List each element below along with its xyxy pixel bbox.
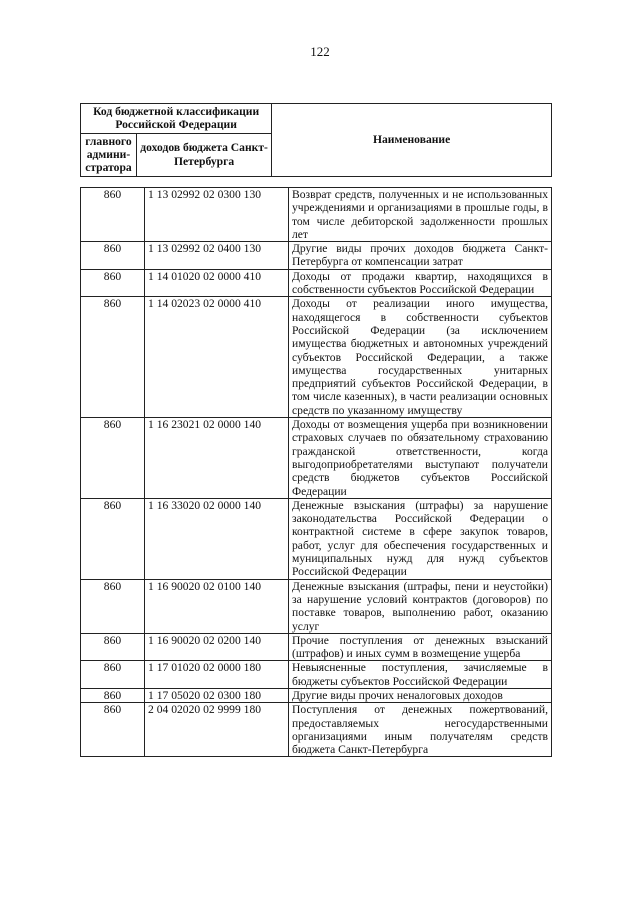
name-cell: Другие виды прочих доходов бюджета Санкт-Петербурга от компенсации затрат xyxy=(289,242,552,270)
table-row xyxy=(81,633,552,661)
table-row xyxy=(81,269,552,297)
table-body xyxy=(81,188,552,757)
table-row xyxy=(81,188,552,242)
admin-code-cell: 860 xyxy=(81,188,145,242)
income-code-cell: 1 16 23021 02 0000 140 xyxy=(145,418,289,499)
header-group-label: Код бюджетной классификации Российской Федерации xyxy=(81,104,272,134)
page-number: 122 xyxy=(310,44,330,59)
income-code-cell: 1 14 01020 02 0000 410 xyxy=(145,269,289,297)
name-cell: Другие виды прочих неналоговых доходов xyxy=(289,688,552,702)
table-row xyxy=(81,418,552,499)
income-code-cell: 1 17 01020 02 0000 180 xyxy=(145,661,289,689)
table-row xyxy=(81,498,552,579)
name-cell: Поступления от денежных пожертвований, предоставляемых негосударственными организациями иным получателям средств бюджета Санкт-Петербурга xyxy=(289,703,552,757)
header-income: доходов бюджета Санкт-Петербурга xyxy=(136,133,271,176)
table-row xyxy=(81,579,552,633)
table-row xyxy=(81,661,552,689)
table-row xyxy=(81,688,552,702)
income-code-cell: 1 16 90020 02 0100 140 xyxy=(145,579,289,633)
name-cell: Доходы от реализации иного имущества, находящегося в собственности субъектов Российской Федерации (за исключением имущества бюджетных и автономных учреждений субъектов Российской Федерации, а также имущества государственных унитарных предприятий субъектов Российской Федерации, в том числе казенных), в части реализации основных средств по указанному имуществу xyxy=(289,297,552,418)
table-row xyxy=(81,297,552,418)
name-cell: Денежные взыскания (штрафы, пени и неустойки) за нарушение условий контрактов (договоров) по поставке товаров, выполнению работ, оказанию услуг xyxy=(289,579,552,633)
admin-code-cell: 860 xyxy=(81,498,145,579)
admin-code-cell: 860 xyxy=(81,579,145,633)
name-cell: Денежные взыскания (штрафы) за нарушение законодательства Российской Федерации о контрактной системе в сфере закупок товаров, работ, услуг для обеспечения государственных и муниципальных нужд для нужд субъектов Российской Федерации xyxy=(289,498,552,579)
income-code-cell: 1 14 02023 02 0000 410 xyxy=(145,297,289,418)
name-cell: Прочие поступления от денежных взысканий (штрафов) и иных сумм в возмещение ущерба xyxy=(289,633,552,661)
income-code-cell: 1 16 33020 02 0000 140 xyxy=(145,498,289,579)
admin-code-cell: 860 xyxy=(81,633,145,661)
admin-code-cell: 860 xyxy=(81,418,145,499)
table-header xyxy=(80,103,552,177)
income-code-cell: 1 13 02992 02 0300 130 xyxy=(145,188,289,242)
codes-table xyxy=(80,187,552,757)
income-code-cell: 1 17 05020 02 0300 180 xyxy=(145,688,289,702)
admin-code-cell: 860 xyxy=(81,688,145,702)
admin-code-cell: 860 xyxy=(81,242,145,270)
admin-code-cell: 860 xyxy=(81,269,145,297)
name-cell: Возврат средств, полученных и не использованных учреждениями и организациями в прошлые годы, в том числе дебиторской задолженности прошлых лет xyxy=(289,188,552,242)
income-code-cell: 1 13 02992 02 0400 130 xyxy=(145,242,289,270)
table-row xyxy=(81,703,552,757)
income-code-cell: 2 04 02020 02 9999 180 xyxy=(145,703,289,757)
income-code-cell: 1 16 90020 02 0200 140 xyxy=(145,633,289,661)
header-admin: главного админи-стратора xyxy=(81,133,137,176)
table-row xyxy=(81,242,552,270)
admin-code-cell: 860 xyxy=(81,703,145,757)
header-name: Наименование xyxy=(272,104,552,177)
name-cell: Невыясненные поступления, зачисляемые в бюджеты субъектов Российской Федерации xyxy=(289,661,552,689)
admin-code-cell: 860 xyxy=(81,297,145,418)
name-cell: Доходы от продажи квартир, находящихся в собственности субъектов Российской Федерации xyxy=(289,269,552,297)
admin-code-cell: 860 xyxy=(81,661,145,689)
name-cell: Доходы от возмещения ущерба при возникновении страховых случаев по обязательному страхованию гражданской ответственности, когда выгодоприобретателями выступают получатели средств бюджетов субъектов Российской Федерации xyxy=(289,418,552,499)
